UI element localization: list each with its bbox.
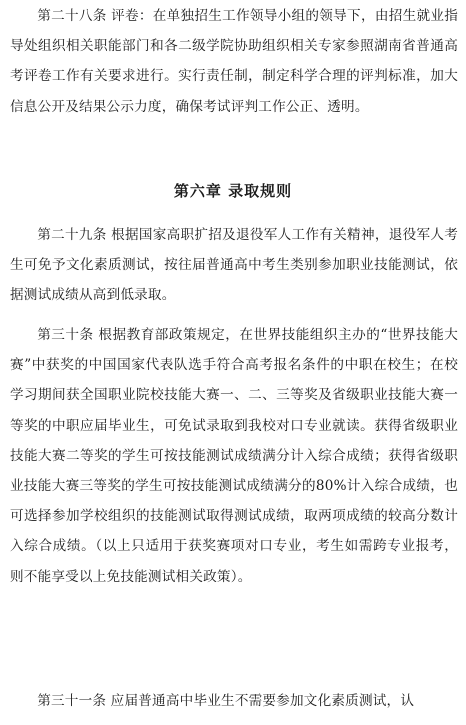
chapter-heading: 第六章 录取规则 bbox=[173, 182, 293, 200]
article-29-paragraph: 第二十九条 根据国家高职扩招及退役军人工作有关精神，退役军人考生可免予文化素质测试，按往届普通高中考生类别参加职业技能测试，依据测试成绩从高到低录取。 bbox=[10, 227, 458, 304]
article-28-paragraph: 第二十八条 评卷：在单独招生工作领导小组的领导下，由招生就业指导处组织相关职能部门和各二级学院协助组织相关专家参照湖南省普通高考评卷工作有关要求进行。实行责任制，制定科学合理的评判标准，加大信息公开及结果公示力度，确保考试评判工作公正、透明。 bbox=[10, 8, 458, 115]
article-30-paragraph: 第三十条 根据教育部政策规定，在世界技能组织主办的“世界技能大赛”中获奖的中国国家代表队选手符合高考报名条件的中职在校生；在校学习期间获全国职业院校技能大赛一、二、三等奖及省级职业技能大赛一等奖的中职应届毕业生，可免试录取到我校对口专业就读。获得省级职业技能大赛二等奖的学生可按技能测试成绩满分计入综合成绩；获得省级职业技能大赛三等奖的学生可按技能测试成绩满分的80%计入综合成绩，也可选择参加学校组织的技能测试取得测试成绩，取两项成绩的较高分数计入综合成绩。（以上只适用于获奖赛项对口专业，考生如需跨专业报考，则不能享受以上免技能测试相关政策）。 bbox=[10, 327, 458, 585]
article-31-paragraph: 第三十一条 应届普通高中毕业生不需要参加文化素质测试，认 bbox=[37, 693, 415, 709]
